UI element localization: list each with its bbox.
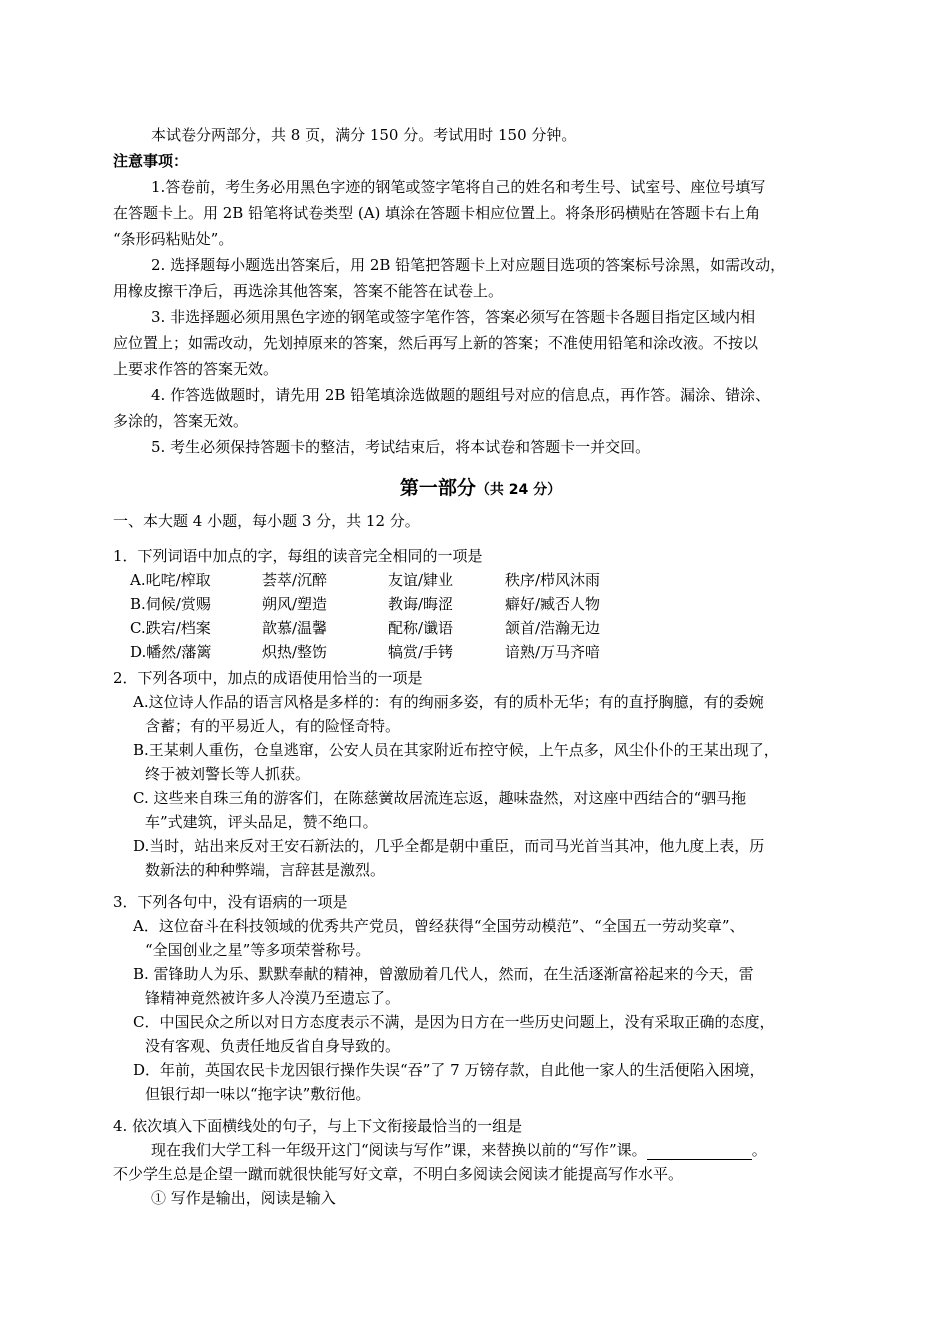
part1-header xyxy=(113,475,848,503)
q4-blank xyxy=(647,1143,752,1160)
q1-option-cell: B.伺候/赏赐 xyxy=(130,595,211,613)
q4-stem: 4. 依次填入下面横线处的句子，与上下文衔接最恰当的一组是 xyxy=(113,1117,523,1135)
intro-block xyxy=(113,122,848,460)
q3-options xyxy=(113,914,848,1106)
notice-3-line: 上要求作答的答案无效。 xyxy=(113,360,279,378)
section1-header: 一、本大题 4 小题，每小题 3 分，共 12 分。 xyxy=(113,512,420,530)
q1-option-cell: 颔首/浩瀚无边 xyxy=(505,619,601,637)
q3-option-B-line: 锋精神竟然被许多人冷漠乃至遗忘了。 xyxy=(145,989,401,1007)
question-1 xyxy=(113,544,848,664)
q2-stem: 2．下列各项中，加点的成语使用恰当的一项是 xyxy=(113,669,423,687)
q1-option-cell: 歆慕/温馨 xyxy=(262,619,328,637)
q4-passage-line1 xyxy=(113,1138,848,1162)
notice-3-line: 应位置上；如需改动，先划掉原来的答案，然后再写上新的答案；不准使用铅笔和涂改液。不按以 xyxy=(113,334,759,352)
question-2 xyxy=(113,666,848,882)
notice-2-line: 用橡皮擦干净后，再选涂其他答案，答案不能答在试卷上。 xyxy=(113,282,504,300)
q3-option-D-line: D．年前，英国农民卡龙因银行操作失误“吞”了 7 万镑存款，自此他一家人的生活便陷入困境， xyxy=(133,1061,765,1079)
q1-option-cell: 癖好/臧否人物 xyxy=(505,595,601,613)
intro-text: 本试卷分两部分，共 8 页，满分 150 分。考试用时 150 分钟。 xyxy=(151,126,577,144)
q3-option-D-line: 但银行却一味以“拖字诀”敷衍他。 xyxy=(145,1085,371,1103)
q2-option-C-line: 车”式建筑，评头品足，赞不绝口。 xyxy=(145,813,378,831)
q4-passage-a: 现在我们大学工科一年级开这门“阅读与写作”课，来替换以前的“写作”课。 xyxy=(151,1141,647,1159)
part1-score: （共 24 分） xyxy=(475,482,562,498)
q1-option-cell: 谙熟/万马齐喑 xyxy=(505,643,601,661)
q1-option-cell: 教诲/晦涩 xyxy=(388,595,454,613)
q1-option-row xyxy=(113,592,848,616)
q2-option-A-line: 含蓄；有的平易近人，有的险怪奇特。 xyxy=(145,717,401,735)
q1-option-cell: 友谊/肄业 xyxy=(388,571,454,589)
notice-title: 注意事项： xyxy=(113,152,189,170)
notice-list xyxy=(113,174,848,460)
q1-option-row xyxy=(113,640,848,664)
q1-option-cell: 秩序/栉风沐雨 xyxy=(505,571,601,589)
q1-option-cell: 配称/谶语 xyxy=(388,619,454,637)
notice-5-line: 5. 考生必须保持答题卡的整洁，考试结束后，将本试卷和答题卡一并交回。 xyxy=(151,438,651,456)
q1-option-cell: 荟萃/沉醉 xyxy=(262,571,328,589)
part1-title xyxy=(113,475,848,503)
q1-option-cell: 朔风/塑造 xyxy=(262,595,328,613)
question-3 xyxy=(113,890,848,1106)
notice-1-line: 在答题卡上。用 2B 铅笔将试卷类型 (A) 填涂在答题卡相应位置上。将条形码横贴在答题卡右上角 xyxy=(113,204,761,222)
q1-stem: 1．下列词语中加点的字，每组的读音完全相同的一项是 xyxy=(113,547,483,565)
q1-option-cell: C.跌宕/档案 xyxy=(130,619,211,637)
q4-passage-b: 不少学生总是企望一蹴而就很快能写好文章，不明白多阅读会阅读才能提高写作水平。 xyxy=(113,1165,684,1183)
q2-option-C-line: C. 这些来自珠三角的游客们，在陈慈黉故居流连忘返，趣味盎然，对这座中西结合的“驷马拖 xyxy=(133,789,747,807)
q2-option-D-line: D.当时，站出来反对王安石新法的，几乎全都是朝中重臣，而司马光首当其冲，他九度上表，历 xyxy=(133,837,765,855)
q1-option-cell: 炽热/整饬 xyxy=(262,643,328,661)
question-4 xyxy=(113,1114,848,1210)
q1-options xyxy=(113,568,848,664)
q3-stem: 3．下列各句中，没有语病的一项是 xyxy=(113,893,348,911)
q1-option-row xyxy=(113,616,848,640)
q1-option-cell: D.幡然/藩篱 xyxy=(130,643,212,661)
notice-4-line: 4. 作答选做题时，请先用 2B 铅笔填涂选做题的题组号对应的信息点，再作答。漏涂、错涂、 xyxy=(151,386,771,404)
q1-option-cell: A.叱咤/榨取 xyxy=(130,571,211,589)
q3-option-A-line: A．这位奋斗在科技领域的优秀共产党员，曾经获得“全国劳动模范”、“全国五一劳动奖章”、 xyxy=(133,917,745,935)
q2-option-B-line: B.王某刺人重伤，仓皇逃窜，公安人员在其家附近布控守候，上午点多，风尘仆仆的王某出现了， xyxy=(133,741,779,759)
notice-3-line: 3. 非选择题必须用黑色字迹的钢笔或签字笔作答，答案必须写在答题卡各题目指定区域内相 xyxy=(151,308,756,326)
q1-option-row xyxy=(113,568,848,592)
notice-2-line: 2. 选择题每小题选出答案后，用 2B 铅笔把答题卡上对应题目选项的答案标号涂黑，如需改动， xyxy=(151,256,786,274)
q3-option-C-line: C．中国民众之所以对日方态度表示不满，是因为日方在一些历史问题上，没有采取正确的态度， xyxy=(133,1013,775,1031)
q2-options xyxy=(113,690,848,882)
q1-option-cell: 犒赏/手铐 xyxy=(388,643,454,661)
q2-option-D-line: 数新法的种种弊端，言辞甚是激烈。 xyxy=(145,861,386,879)
notice-1-line: 1.答卷前，考生务必用黑色字迹的钢笔或签字笔将自己的姓名和考生号、试室号、座位号填写 xyxy=(151,178,766,196)
q3-option-C-line: 没有客观、负责任地反省自身导致的。 xyxy=(145,1037,401,1055)
q3-option-B-line: B. 雷锋助人为乐、默默奉献的精神，曾激励着几代人，然而，在生活逐渐富裕起来的今天，雷 xyxy=(133,965,754,983)
notice-4-line: 多涂的，答案无效。 xyxy=(113,412,249,430)
part1-title-text: 第一部分 xyxy=(399,477,476,499)
q3-option-A-line: “全国创业之星”等多项荣誉称号。 xyxy=(145,941,371,959)
q2-option-B-line: 终于被刘警长等人抓获。 xyxy=(145,765,311,783)
q4-item-1: ① 写作是输出，阅读是输入 xyxy=(151,1189,336,1207)
q4-passage-end: 。 xyxy=(751,1141,767,1159)
q2-option-A-line: A.这位诗人作品的语言风格是多样的：有的绚丽多姿，有的质朴无华；有的直抒胸臆，有的委婉 xyxy=(133,693,764,711)
notice-1-line: “条形码粘贴处”。 xyxy=(113,230,234,248)
section1 xyxy=(113,508,848,534)
